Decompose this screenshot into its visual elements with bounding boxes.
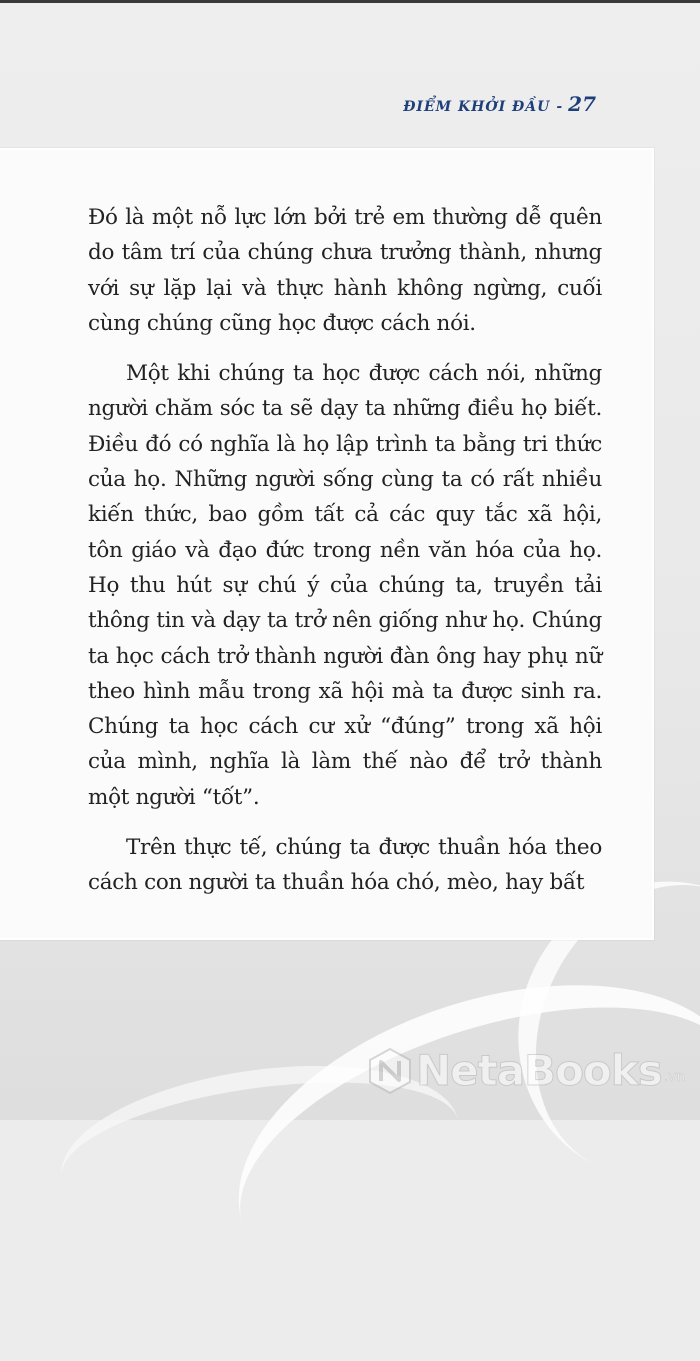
page-number: 27 [568, 92, 596, 116]
top-edge-divider [0, 0, 700, 3]
paragraph: Trên thực tế, chúng ta được thuần hóa theo cách con người ta thuần hóa chó, mèo, hay bất [88, 835, 602, 896]
watermark-brand: NetaBooks [416, 1046, 662, 1095]
paragraph: Một khi chúng ta học được cách nói, những người chăm sóc ta sẽ dạy ta những điều họ biết. Điều đó có nghĩa là họ lập trình ta bằng tri thức của họ. Những người sống cùng ta có rất nhiều kiến thức, bao gồm tất cả các quy tắc xã hội, tôn giáo và đạo đức trong nền văn hóa của họ. Họ thu hút sự chú ý của chúng ta, truyền tải thông tin và dạy ta trở nên giống như họ. Chúng ta học cách trở thành người đàn ông hay phụ nữ theo hình mẫu trong xã hội mà ta được sinh ra. Chúng ta học cách cư xử “đúng” trong xã hội của mình, nghĩa là làm thế nào để trở thành một người “tốt”. [88, 361, 602, 810]
body-text [88, 200, 602, 916]
paragraph: Đó là một nỗ lực lớn bởi trẻ em thường dễ quên do tâm trí của chúng chưa trưởng thành, nhưng với sự lặp lại và thực hành không ngừng, cuối cùng chúng cũng học được cách nói. [88, 205, 602, 336]
netabooks-logo-icon [368, 1047, 412, 1095]
watermark-suffix: .vn [663, 1068, 686, 1085]
header-separator: - [556, 99, 563, 115]
running-header [403, 92, 596, 116]
watermark [368, 1046, 685, 1095]
chapter-title: ĐIỂM KHỞI ĐẦU [403, 99, 551, 115]
